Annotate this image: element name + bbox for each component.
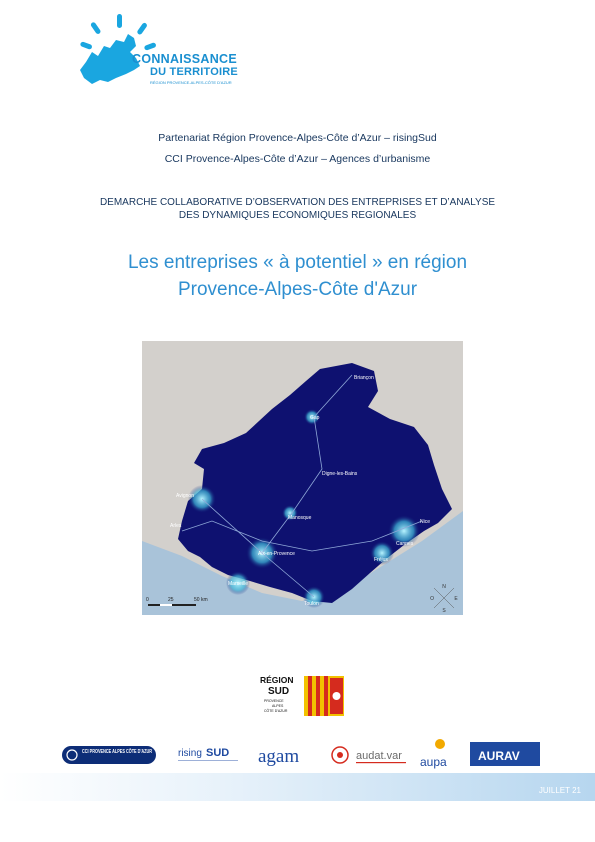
svg-text:SUD: SUD bbox=[206, 747, 230, 759]
svg-text:SUD: SUD bbox=[268, 686, 290, 697]
partnership-line-2: CCI Provence-Alpes-Côte d’Azur – Agences d’urbanisme bbox=[164, 153, 431, 165]
partnership-line-1: Partenariat Région Provence-Alpes-Côte d’Azur – risingSud bbox=[158, 132, 437, 144]
footer-bar bbox=[0, 773, 595, 801]
region-density-map bbox=[142, 341, 463, 615]
svg-text:AURAV: AURAV bbox=[478, 749, 520, 763]
svg-text:audat.var: audat.var bbox=[356, 750, 402, 762]
svg-text:RÉGION: RÉGION bbox=[260, 675, 294, 685]
city-label: Toulon bbox=[304, 601, 319, 607]
region-sud-logo bbox=[258, 672, 348, 722]
logo-subtitle: RÉGION PROVENCE-ALPES-CÔTE D'AZUR bbox=[150, 80, 232, 85]
svg-text:CÔTE D'AZUR: CÔTE D'AZUR bbox=[264, 709, 288, 713]
svg-text:25: 25 bbox=[168, 597, 174, 603]
svg-text:PROVENCE: PROVENCE bbox=[264, 699, 284, 703]
city-label: Briançon bbox=[354, 375, 374, 381]
city-label: Cannes bbox=[396, 541, 414, 547]
demarche-line-1: DEMARCHE COLLABORATIVE D’OBSERVATION DES ENTREPRISES ET D’ANALYSE bbox=[99, 197, 496, 208]
svg-text:CCI PROVENCE ALPES CÔTE D'AZUR: CCI PROVENCE ALPES CÔTE D'AZUR bbox=[82, 749, 183, 755]
aurav-logo bbox=[470, 742, 540, 766]
svg-text:50 km: 50 km bbox=[194, 597, 208, 603]
document-title-line-2: Provence-Alpes-Côte d'Azur bbox=[177, 279, 418, 300]
city-label: Manosque bbox=[288, 515, 312, 521]
city-label: Fréjus bbox=[374, 557, 388, 563]
logo-title-line2: DU TERRITOIRE bbox=[150, 66, 238, 78]
svg-text:O: O bbox=[430, 596, 434, 602]
demarche-line-2: DES DYNAMIQUES ECONOMIQUES REGIONALES bbox=[178, 210, 417, 221]
footer-date: JUILLET 21 bbox=[538, 786, 581, 795]
city-label: Gap bbox=[310, 415, 320, 421]
city-label: Nice bbox=[420, 519, 431, 525]
agam-logo bbox=[258, 746, 299, 767]
city-label: Marseille bbox=[228, 581, 249, 587]
risingsud-logo bbox=[178, 747, 238, 761]
svg-text:agam: agam bbox=[258, 746, 300, 767]
svg-text:N: N bbox=[442, 584, 446, 590]
city-label: Digne-les-Bains bbox=[322, 471, 358, 477]
aupa-logo bbox=[420, 739, 447, 769]
logo-title-line1: CONNAISSANCE bbox=[132, 52, 237, 66]
svg-text:E: E bbox=[454, 596, 458, 602]
svg-text:ALPES: ALPES bbox=[272, 704, 284, 708]
city-label: Arles bbox=[170, 523, 182, 529]
region-sud-coat-of-arms-icon bbox=[304, 676, 344, 716]
city-label: Avignon bbox=[176, 493, 194, 499]
audat-var-logo bbox=[356, 750, 406, 763]
svg-text:rising: rising bbox=[178, 748, 202, 759]
svg-text:0: 0 bbox=[146, 597, 149, 603]
partner-logos-row bbox=[60, 738, 550, 772]
map-graphic bbox=[142, 341, 463, 615]
svg-text:S: S bbox=[442, 608, 446, 614]
document-title-line-1: Les entreprises « à potentiel » en région bbox=[127, 252, 468, 273]
svg-text:aupa: aupa bbox=[420, 755, 447, 769]
agency-target-icon bbox=[332, 747, 348, 763]
city-label: Aix-en-Provence bbox=[258, 551, 295, 557]
cci-logo bbox=[62, 746, 183, 764]
